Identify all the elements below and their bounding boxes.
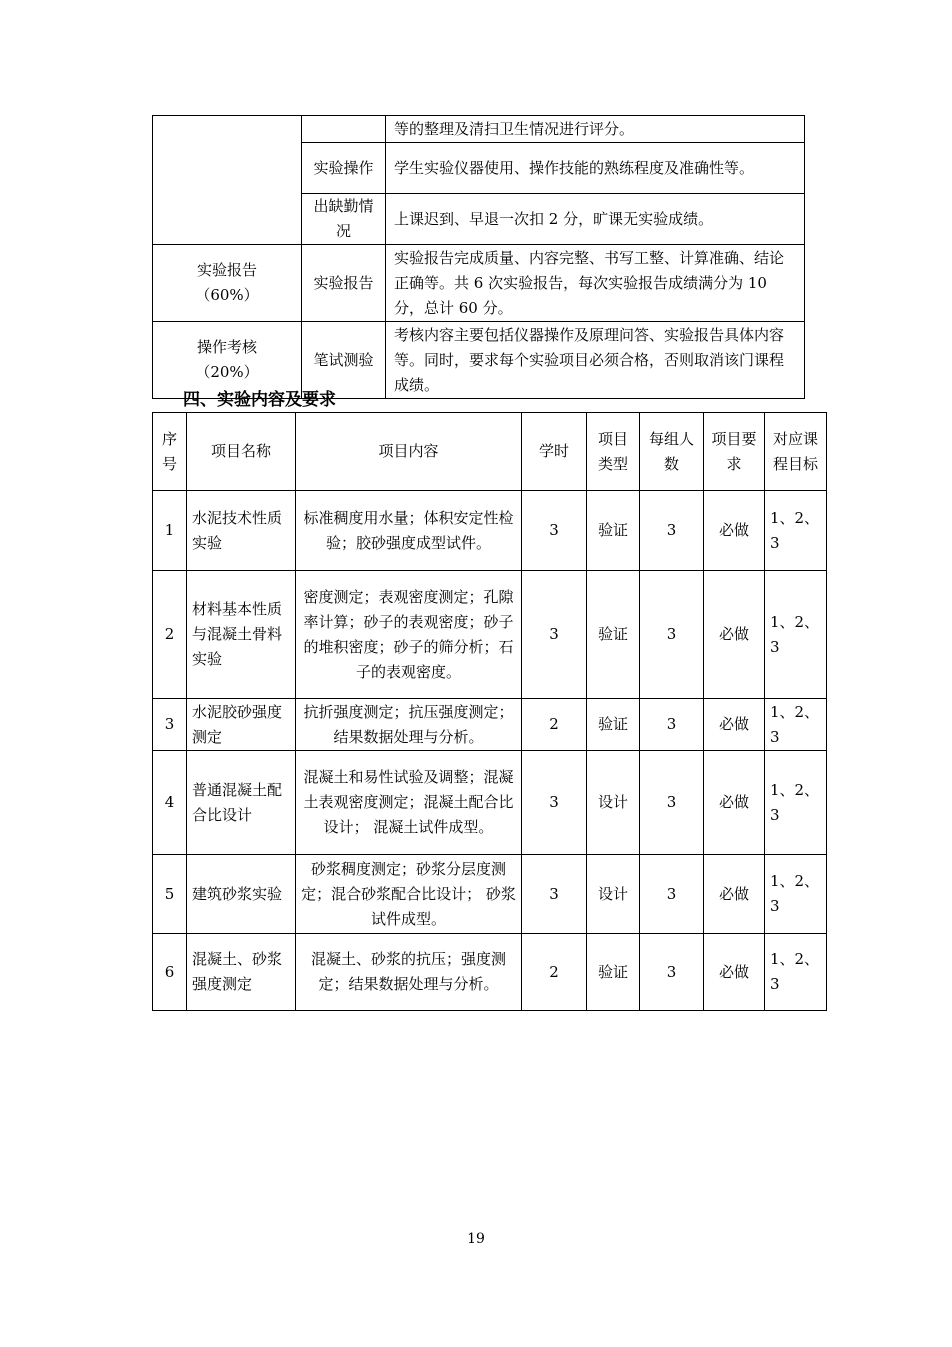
goal-cell: 1、2、3: [765, 751, 827, 855]
category-cell: [153, 245, 302, 322]
desc-cell: 考核内容主要包括仪器操作及原理问答、实验报告具体内容等。同时，要求每个实验项目必须合格，否则取消该门课程成绩。: [386, 322, 805, 399]
content-cell: 密度测定；表观密度测定；孔隙率计算；砂子的表观密度；砂子的堆积密度；砂子的筛分析；石子的表观密度。: [296, 571, 522, 699]
header-cell: 序号: [153, 413, 187, 491]
hours-cell: 3: [522, 571, 587, 699]
desc-cell: 上课迟到、早退一次扣 2 分，旷课无实验成绩。: [386, 194, 805, 245]
type-cell: 设计: [587, 855, 640, 934]
header-cell: 每组人数: [640, 413, 704, 491]
no-cell: 3: [153, 699, 187, 751]
category-weight: （60%）: [195, 286, 259, 304]
hours-cell: 3: [522, 491, 587, 571]
desc-cell: 等的整理及清扫卫生情况进行评分。: [386, 116, 805, 143]
group-cell: 3: [640, 699, 704, 751]
table-row: [153, 855, 827, 934]
hours-cell: 2: [522, 699, 587, 751]
type-cell: 验证: [587, 699, 640, 751]
table-row: [153, 571, 827, 699]
req-cell: 必做: [704, 855, 765, 934]
content-cell: 混凝土、砂浆的抗压；强度测定；结果数据处理与分析。: [296, 934, 522, 1011]
name-cell: 水泥胶砂强度测定: [187, 699, 296, 751]
goal-cell: 1、2、3: [765, 571, 827, 699]
type-cell: 验证: [587, 934, 640, 1011]
header-cell: 对应课程目标: [765, 413, 827, 491]
header-cell: 学时: [522, 413, 587, 491]
no-cell: 1: [153, 491, 187, 571]
req-cell: 必做: [704, 491, 765, 571]
no-cell: 6: [153, 934, 187, 1011]
name-cell: 普通混凝土配合比设计: [187, 751, 296, 855]
group-cell: 3: [640, 751, 704, 855]
name-cell: 水泥技术性质实验: [187, 491, 296, 571]
goal-cell: 1、2、3: [765, 855, 827, 934]
name-cell: 混凝土、砂浆强度测定: [187, 934, 296, 1011]
no-cell: 5: [153, 855, 187, 934]
desc-cell: 学生实验仪器使用、操作技能的熟练程度及准确性等。: [386, 143, 805, 194]
item-cell: 实验报告: [302, 245, 386, 322]
item-cell: [302, 116, 386, 143]
table-row: [153, 116, 805, 143]
name-cell: 建筑砂浆实验: [187, 855, 296, 934]
group-cell: 3: [640, 855, 704, 934]
experiment-table: [152, 412, 827, 1011]
page-number: 19: [467, 1231, 485, 1247]
group-cell: 3: [640, 571, 704, 699]
goal-cell: 1、2、3: [765, 934, 827, 1011]
req-cell: 必做: [704, 751, 765, 855]
no-cell: 2: [153, 571, 187, 699]
table-row: [153, 491, 827, 571]
type-cell: 设计: [587, 751, 640, 855]
hours-cell: 2: [522, 934, 587, 1011]
item-cell: 实验操作: [302, 143, 386, 194]
content-cell: 砂浆稠度测定；砂浆分层度测定；混合砂浆配合比设计； 砂浆试件成型。: [296, 855, 522, 934]
table-row: [153, 751, 827, 855]
req-cell: 必做: [704, 571, 765, 699]
category-label: 实验报告: [196, 261, 257, 279]
goal-cell: 1、2、3: [765, 699, 827, 751]
no-cell: 4: [153, 751, 187, 855]
content-cell: 混凝土和易性试验及调整；混凝土表观密度测定；混凝土配合比设计； 混凝土试件成型。: [296, 751, 522, 855]
type-cell: 验证: [587, 571, 640, 699]
content-cell: 标准稠度用水量；体积安定性检验；胶砂强度成型试件。: [296, 491, 522, 571]
assessment-table: [152, 115, 805, 399]
item-cell: 出缺勤情况: [302, 194, 386, 245]
table-row: [153, 699, 827, 751]
hours-cell: 3: [522, 751, 587, 855]
table-row: [153, 934, 827, 1011]
hours-cell: 3: [522, 855, 587, 934]
req-cell: 必做: [704, 934, 765, 1011]
goal-cell: 1、2、3: [765, 491, 827, 571]
table-header-row: [153, 413, 827, 491]
header-cell: 项目类型: [587, 413, 640, 491]
section-title: 四、实验内容及要求: [183, 390, 336, 410]
item-cell: 笔试测验: [302, 322, 386, 399]
desc-cell: 实验报告完成质量、内容完整、书写工整、计算准确、结论正确等。共 6 次实验报告，每次实验报告成绩满分为 10 分，总计 60 分。: [386, 245, 805, 322]
type-cell: 验证: [587, 491, 640, 571]
req-cell: 必做: [704, 699, 765, 751]
category-label: 操作考核: [196, 338, 257, 356]
content-cell: 抗折强度测定；抗压强度测定； 结果数据处理与分析。: [296, 699, 522, 751]
name-cell: 材料基本性质与混凝土骨料实验: [187, 571, 296, 699]
group-cell: 3: [640, 491, 704, 571]
header-cell: 项目名称: [187, 413, 296, 491]
category-weight: （20%）: [195, 363, 259, 381]
table-row: [153, 245, 805, 322]
header-cell: 项目要求: [704, 413, 765, 491]
group-cell: 3: [640, 934, 704, 1011]
header-cell: 项目内容: [296, 413, 522, 491]
category-cell: [153, 116, 302, 245]
